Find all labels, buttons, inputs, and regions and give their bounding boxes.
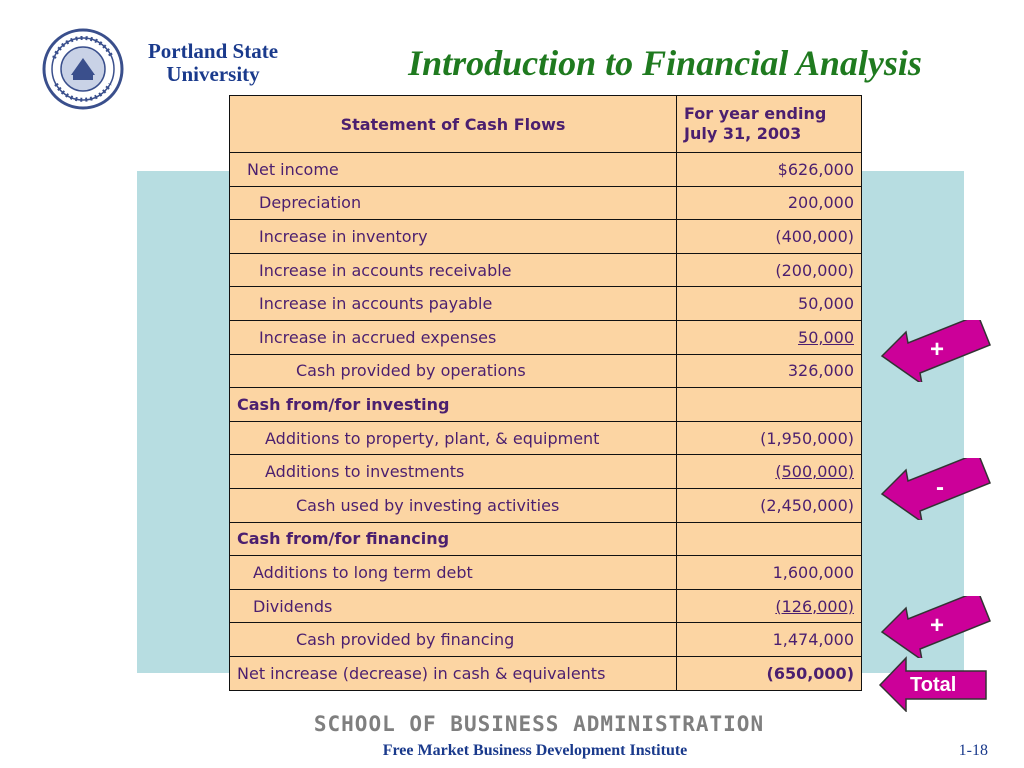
table-section-row xyxy=(230,522,862,556)
row-value: (650,000) xyxy=(677,656,862,690)
row-label: Increase in inventory xyxy=(230,220,677,254)
row-label: Cash provided by operations xyxy=(230,354,677,388)
row-label: Cash used by investing activities xyxy=(230,488,677,522)
header-statement-label: Statement of Cash Flows xyxy=(230,96,677,153)
table-row xyxy=(230,556,862,590)
section-label-investing: Cash from/for investing xyxy=(230,388,677,422)
row-label: Increase in accounts receivable xyxy=(230,253,677,287)
investing-sign: - xyxy=(936,474,944,501)
cash-flow-table xyxy=(229,95,862,691)
table-row xyxy=(230,320,862,354)
row-label: Additions to property, plant, & equipment xyxy=(230,421,677,455)
financing-sign: + xyxy=(930,612,945,639)
table-header-row xyxy=(230,96,862,153)
table-row xyxy=(230,421,862,455)
row-value: (2,450,000) xyxy=(677,488,862,522)
row-label: Additions to investments xyxy=(230,455,677,489)
row-value: 50,000 xyxy=(798,327,854,347)
table-row xyxy=(230,220,862,254)
table-row xyxy=(230,253,862,287)
university-name xyxy=(128,40,298,86)
row-label: Dividends xyxy=(230,589,677,623)
row-label: Cash provided by financing xyxy=(230,623,677,657)
table-row xyxy=(230,354,862,388)
table-total-row xyxy=(230,656,862,690)
university-name-line2: University xyxy=(166,62,260,86)
row-label: Additions to long term debt xyxy=(230,556,677,590)
row-value: (126,000) xyxy=(775,596,854,616)
row-label: Net income xyxy=(230,153,677,187)
row-label: Increase in accrued expenses xyxy=(230,320,677,354)
row-value: (1,950,000) xyxy=(677,421,862,455)
total-label: Total xyxy=(910,674,957,696)
table-row xyxy=(230,455,862,489)
row-value: 326,000 xyxy=(677,354,862,388)
footer-institute: Free Market Business Development Institute xyxy=(382,742,688,759)
row-label: Increase in accounts payable xyxy=(230,287,677,321)
row-value: (200,000) xyxy=(677,253,862,287)
university-name-line1: Portland State xyxy=(147,39,279,63)
header-period xyxy=(677,96,862,153)
row-value: 200,000 xyxy=(677,186,862,220)
university-seal-logo xyxy=(42,28,124,110)
table-row xyxy=(230,488,862,522)
row-value: 1,474,000 xyxy=(677,623,862,657)
row-value: 50,000 xyxy=(677,287,862,321)
table-row xyxy=(230,623,862,657)
header-period-line2: July 31, 2003 xyxy=(684,124,802,143)
operations-sign: + xyxy=(930,336,945,363)
table-row xyxy=(230,589,862,623)
table-section-row xyxy=(230,388,862,422)
row-label: Net increase (decrease) in cash & equivalents xyxy=(230,656,677,690)
table-row xyxy=(230,153,862,187)
row-value xyxy=(677,522,862,556)
table-row xyxy=(230,186,862,220)
school-banner: SCHOOL OF BUSINESS ADMINISTRATION xyxy=(313,712,765,736)
table-row xyxy=(230,287,862,321)
row-value: (400,000) xyxy=(677,220,862,254)
slide-title: Introduction to Financial Analysis xyxy=(408,43,922,83)
row-value: 1,600,000 xyxy=(677,556,862,590)
row-value: (500,000) xyxy=(775,462,854,482)
section-label-financing: Cash from/for financing xyxy=(230,522,677,556)
row-label: Depreciation xyxy=(230,186,677,220)
page-number: 1-18 xyxy=(958,742,988,759)
row-value: $626,000 xyxy=(677,153,862,187)
row-value xyxy=(677,388,862,422)
header-period-line1: For year ending xyxy=(684,104,827,123)
